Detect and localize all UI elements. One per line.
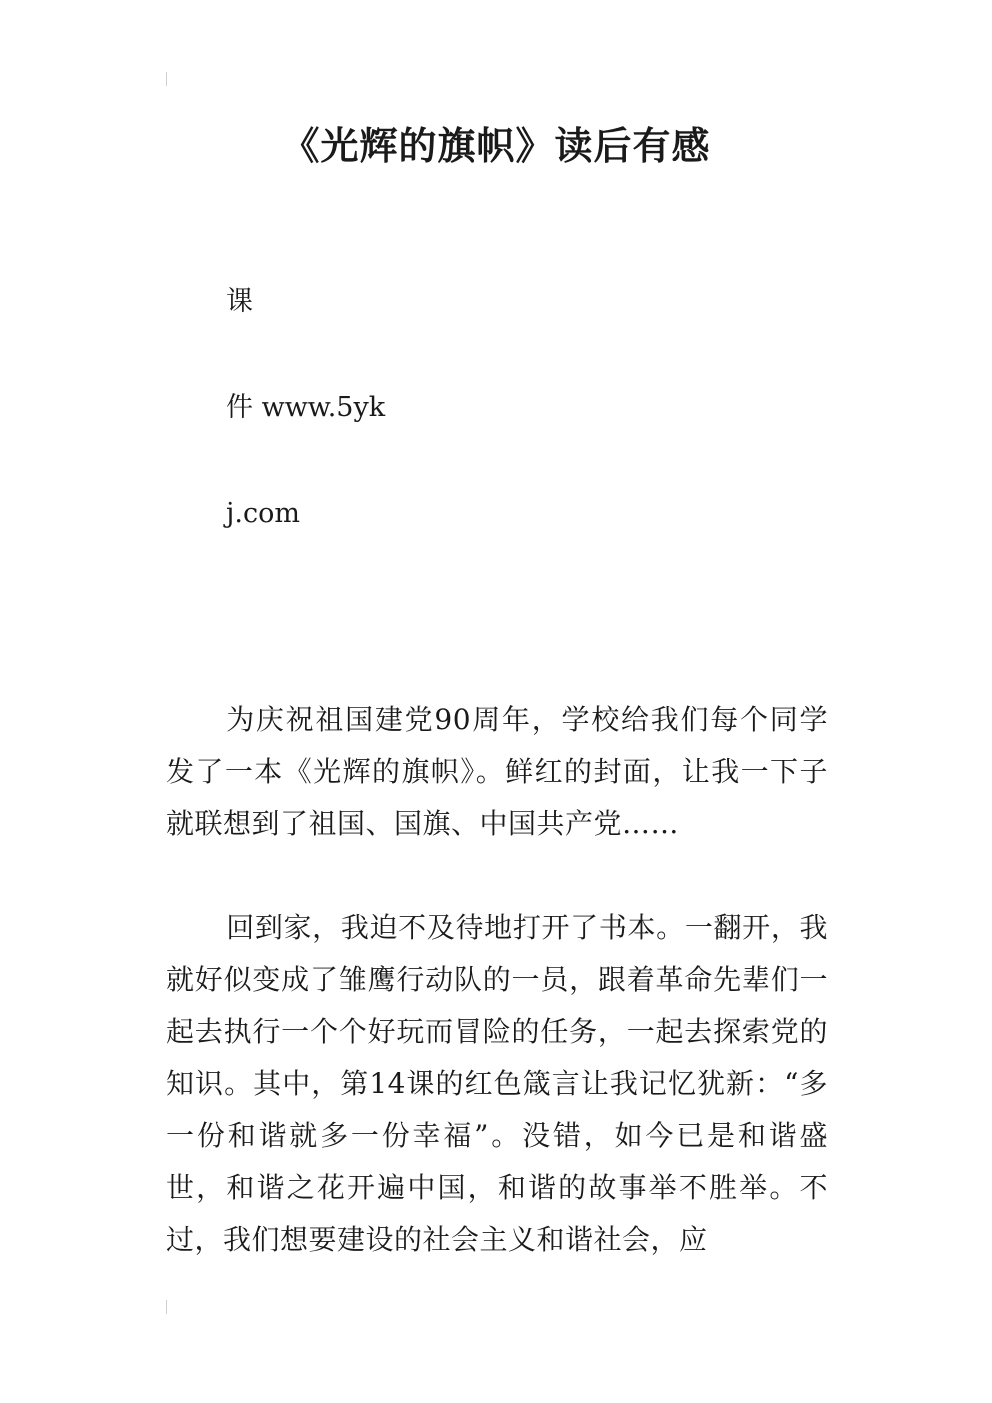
body-paragraph: 为庆祝祖国建党90周年，学校给我们每个同学发了一本《光辉的旗帜》。鲜红的封面，让我一下子就联想到了祖国、国旗、中国共产党…… <box>166 703 828 840</box>
page-corner-mark-top <box>166 72 167 86</box>
document-title: 《光辉的旗帜》读后有感 <box>281 123 711 168</box>
meta-line: 课 <box>226 286 253 317</box>
meta-line: 件 www.5yk <box>226 392 386 423</box>
meta-line: j.com <box>226 498 300 529</box>
page-corner-mark-bottom <box>166 1300 167 1314</box>
body-paragraph: 回到家，我迫不及待地打开了书本。一翻开，我就好似变成了雏鹰行动队的一员，跟着革命先辈们一起去执行一个个好玩而冒险的任务，一起去探索党的知识。其中，第14课的红色箴言让我记忆犹新：“多一份和谐就多一份幸福”。没错，如今已是和谐盛世，和谐之花开遍中国，和谐的故事举不胜举。不过，我们想要建设的社会主义和谐社会，应 <box>166 911 828 1256</box>
